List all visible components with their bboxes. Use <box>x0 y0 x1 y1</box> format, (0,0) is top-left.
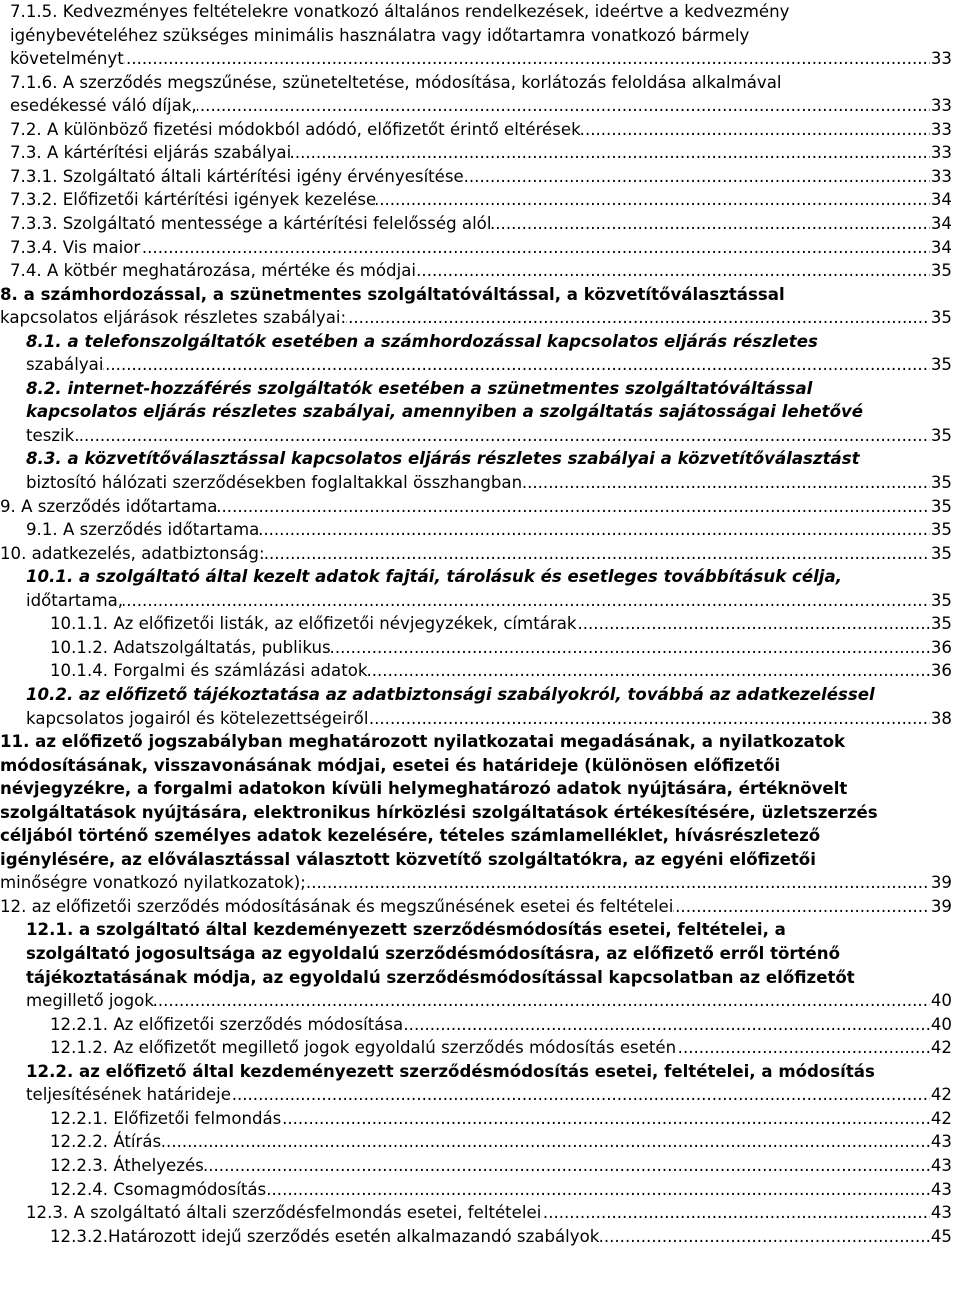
leader-dots <box>26 353 952 377</box>
toc-entry-text: 10.1.2. Adatszolgáltatás, publikus <box>50 636 331 660</box>
toc-entry-text: 10.2. az előfizető tájékoztatása az adatbiztonsági szabályokról, továbbá az adatkezeléssel <box>26 685 875 704</box>
toc-entry-text: esedékessé váló díjak, <box>10 94 197 118</box>
toc-entry-text: módosításának, visszavonásának módjai, esetei és határideje (különösen előfizetői <box>0 756 781 775</box>
dot-leader <box>50 1154 952 1178</box>
page-number: 42 <box>930 1083 952 1107</box>
toc-entry-text: 10.1.4. Forgalmi és számlázási adatok <box>50 659 367 683</box>
dot-leader <box>50 1130 952 1154</box>
page-number: 35 <box>930 306 952 330</box>
toc-entry-text: 8.1. a telefonszolgáltatók esetében a számhordozással kapcsolatos eljárás részletes <box>26 332 818 351</box>
toc-entry-text: biztosító hálózati szerződésekben foglaltakkal összhangban <box>26 471 522 495</box>
toc-entry-text: kapcsolatos jogairól és kötelezettségeiről <box>26 707 368 731</box>
toc-entry-text: 7.3.4. Vis maior <box>10 236 140 260</box>
dot-leader <box>50 659 952 683</box>
toc-entry-text: minőségre vonatkozó nyilatkozatok); <box>0 871 306 895</box>
dot-leader <box>10 94 952 118</box>
dot-leader <box>26 424 952 448</box>
leader-dots <box>10 236 952 260</box>
toc-entry-text: 7.3. A kártérítési eljárás szabályai <box>10 141 291 165</box>
dot-leader <box>50 1225 952 1249</box>
dot-leader <box>26 1201 952 1225</box>
dot-leader <box>0 871 952 895</box>
dot-leader <box>0 895 952 919</box>
dot-leader <box>0 306 952 330</box>
toc-entry-text: tájékoztatásának módja, az egyoldalú szerződésmódosítással kapcsolatban az előfizetőt <box>26 968 855 987</box>
toc-entry-text: igénybevételéhez szükséges minimális használatra vagy időtartamra vonatkozó bármely <box>10 26 750 45</box>
toc-entry-text: 12.1.2. Az előfizetőt megillető jogok egyoldalú szerződés módosítás esetén <box>50 1036 676 1060</box>
page-number: 35 <box>930 518 952 542</box>
toc-entry-text: 9. A szerződés időtartama <box>0 495 217 519</box>
toc-entry-text: 7.4. A kötbér meghatározása, mértéke és módjai <box>10 259 416 283</box>
page-number: 33 <box>930 47 952 71</box>
page-number: 43 <box>930 1154 952 1178</box>
dot-leader <box>50 1178 952 1202</box>
toc-entry-text: 12.2.2. Átírás <box>50 1130 161 1154</box>
page-number: 33 <box>930 118 952 142</box>
toc-entry-text: névjegyzékre, a forgalmi adatokon kívüli helymeghatározó adatok nyújtására, értéknövelt <box>0 779 848 798</box>
toc-entry-text: céljából történő személyes adatok kezelésére, tételes számlamelléklet, hívásrészletező <box>0 826 821 845</box>
page-number: 33 <box>930 165 952 189</box>
dot-leader <box>26 353 952 377</box>
dot-leader <box>10 212 952 236</box>
toc-entry-text: 7.1.5. Kedvezményes feltételekre vonatkozó általános rendelkezések, ideértve a kedvezmény <box>10 2 790 21</box>
dot-leader <box>10 141 952 165</box>
leader-dots <box>26 589 952 613</box>
dot-leader <box>26 989 952 1013</box>
toc-entry-text: 12.3.2.Határozott idejű szerződés esetén alkalmazandó szabályok <box>50 1225 599 1249</box>
dot-leader <box>26 1083 952 1107</box>
page-number: 38 <box>930 707 952 731</box>
toc-entry-text: 12.2.1. Előfizetői felmondás <box>50 1107 281 1131</box>
page-number: 34 <box>930 188 952 212</box>
leader-dots <box>26 424 952 448</box>
page-number: 42 <box>930 1036 952 1060</box>
dot-leader <box>50 612 952 636</box>
toc-entry-text: igénylésére, az előválasztással választott közvetítő szolgáltatókra, az egyéni előfizetői <box>0 850 816 869</box>
toc-entry-text: követelményt <box>10 47 124 71</box>
page-number: 33 <box>930 141 952 165</box>
leader-dots <box>10 47 952 71</box>
toc-entry-text: 8. a számhordozással, a szünetmentes szolgáltatóváltással, a közvetítőválasztással <box>0 285 785 304</box>
toc-entry-text: megillető jogok <box>26 989 154 1013</box>
dot-leader <box>10 236 952 260</box>
dot-leader <box>10 259 952 283</box>
page-number: 35 <box>930 589 952 613</box>
leader-dots <box>50 1130 952 1154</box>
toc-entry-text: szabályai <box>26 353 103 377</box>
toc-entry-text: 10.1.1. Az előfizetői listák, az előfizetői névjegyzékek, címtárak <box>50 612 577 636</box>
page-number: 34 <box>930 236 952 260</box>
page-number: 36 <box>930 659 952 683</box>
dot-leader <box>50 1013 952 1037</box>
toc-entry-text: 12.2.3. Áthelyezés <box>50 1154 204 1178</box>
toc-entry-text: 12.2.4. Csomagmódosítás <box>50 1178 266 1202</box>
toc-entry-text: 12. az előfizetői szerződés módosításának és megszűnésének esetei és feltételei <box>0 895 673 919</box>
toc-entry-text: kapcsolatos eljárások részletes szabályai: <box>0 306 346 330</box>
page-number: 35 <box>930 353 952 377</box>
toc-entry-text: 12.1. a szolgáltató által kezdeményezett szerződésmódosítás esetei, feltételei, a <box>26 920 786 939</box>
page-number: 39 <box>930 871 952 895</box>
dot-leader <box>26 589 952 613</box>
toc-entry-text: 12.2.1. Az előfizetői szerződés módosítása <box>50 1013 403 1037</box>
toc-entry-text: 11. az előfizető jogszabályban meghatározott nyilatkozatai megadásának, a nyilatkozatok <box>0 732 846 751</box>
dot-leader <box>50 1036 952 1060</box>
page-number: 35 <box>930 495 952 519</box>
toc-entry-text: kapcsolatos eljárás részletes szabályai, amennyiben a szolgáltatás sajátosságai lehetővé <box>26 402 864 421</box>
toc-entry-text: 7.2. A különböző fizetési módokból adódó, előfizetőt érintő eltérések <box>10 118 581 142</box>
dot-leader <box>0 542 952 566</box>
toc-entry-text: 12.2. az előfizető által kezdeményezett szerződésmódosítás esetei, feltételei, a módosítás <box>26 1062 875 1081</box>
page-number: 43 <box>930 1130 952 1154</box>
toc-entry-text: 7.3.1. Szolgáltató általi kártérítési igény érvényesítése <box>10 165 464 189</box>
page-number: 35 <box>930 424 952 448</box>
toc-entry-text: 12.3. A szolgáltató általi szerződésfelmondás esetei, feltételei <box>26 1201 541 1225</box>
page-number: 35 <box>930 471 952 495</box>
dot-leader <box>10 47 952 71</box>
page-number: 34 <box>930 212 952 236</box>
toc-entry-text: teljesítésének határideje <box>26 1083 231 1107</box>
dot-leader <box>10 188 952 212</box>
page-number: 43 <box>930 1178 952 1202</box>
page-number: 36 <box>930 636 952 660</box>
dot-leader <box>10 118 952 142</box>
dot-leader <box>10 165 952 189</box>
page-number: 35 <box>930 542 952 566</box>
toc-entry-text: 7.1.6. A szerződés megszűnése, szüneteltetése, módosítása, korlátozás feloldása alkalmával <box>10 73 782 92</box>
toc-entry-text: 8.2. internet-hozzáférés szolgáltatók esetében a szünetmentes szolgáltatóváltással <box>26 379 813 398</box>
page-number: 39 <box>930 895 952 919</box>
page-number: 35 <box>930 612 952 636</box>
page-number: 45 <box>930 1225 952 1249</box>
toc-entry-text: 10.1. a szolgáltató által kezelt adatok fajtái, tárolásuk és esetleges továbbításuk célja, <box>26 567 842 586</box>
toc-entry-text: 10. adatkezelés, adatbiztonság: <box>0 542 265 566</box>
toc-entry-text: teszik. <box>26 424 80 448</box>
leader-dots <box>26 989 952 1013</box>
toc-entry-text: szolgáltatások nyújtására, elektronikus hírközlési szolgáltatások értékesítésére, üzletszerzés <box>0 803 878 822</box>
page-number: 35 <box>930 259 952 283</box>
page-number: 40 <box>930 989 952 1013</box>
dot-leader <box>26 471 952 495</box>
page-number: 40 <box>930 1013 952 1037</box>
toc-entry-text: 7.3.2. Előfizetői kártérítési igények kezelése <box>10 188 376 212</box>
page-number: 43 <box>930 1201 952 1225</box>
dot-leader <box>26 518 952 542</box>
dot-leader <box>50 636 952 660</box>
toc-entry-text: szolgáltató jogosultsága az egyoldalú szerződésmódosításra, az előfizető erről történő <box>26 944 840 963</box>
dot-leader <box>50 1107 952 1131</box>
toc-entry-text: 8.3. a közvetítőválasztással kapcsolatos eljárás részletes szabályai a közvetítőválasztást <box>26 449 860 468</box>
toc-entry-text: időtartama, <box>26 589 123 613</box>
toc-entry-text: 7.3.3. Szolgáltató mentessége a kártérítési felelősség alól <box>10 212 491 236</box>
page-number: 33 <box>930 94 952 118</box>
dot-leader <box>0 495 952 519</box>
toc-entry-text: 9.1. A szerződés időtartama <box>26 518 259 542</box>
dot-leader <box>26 707 952 731</box>
page-number: 42 <box>930 1107 952 1131</box>
